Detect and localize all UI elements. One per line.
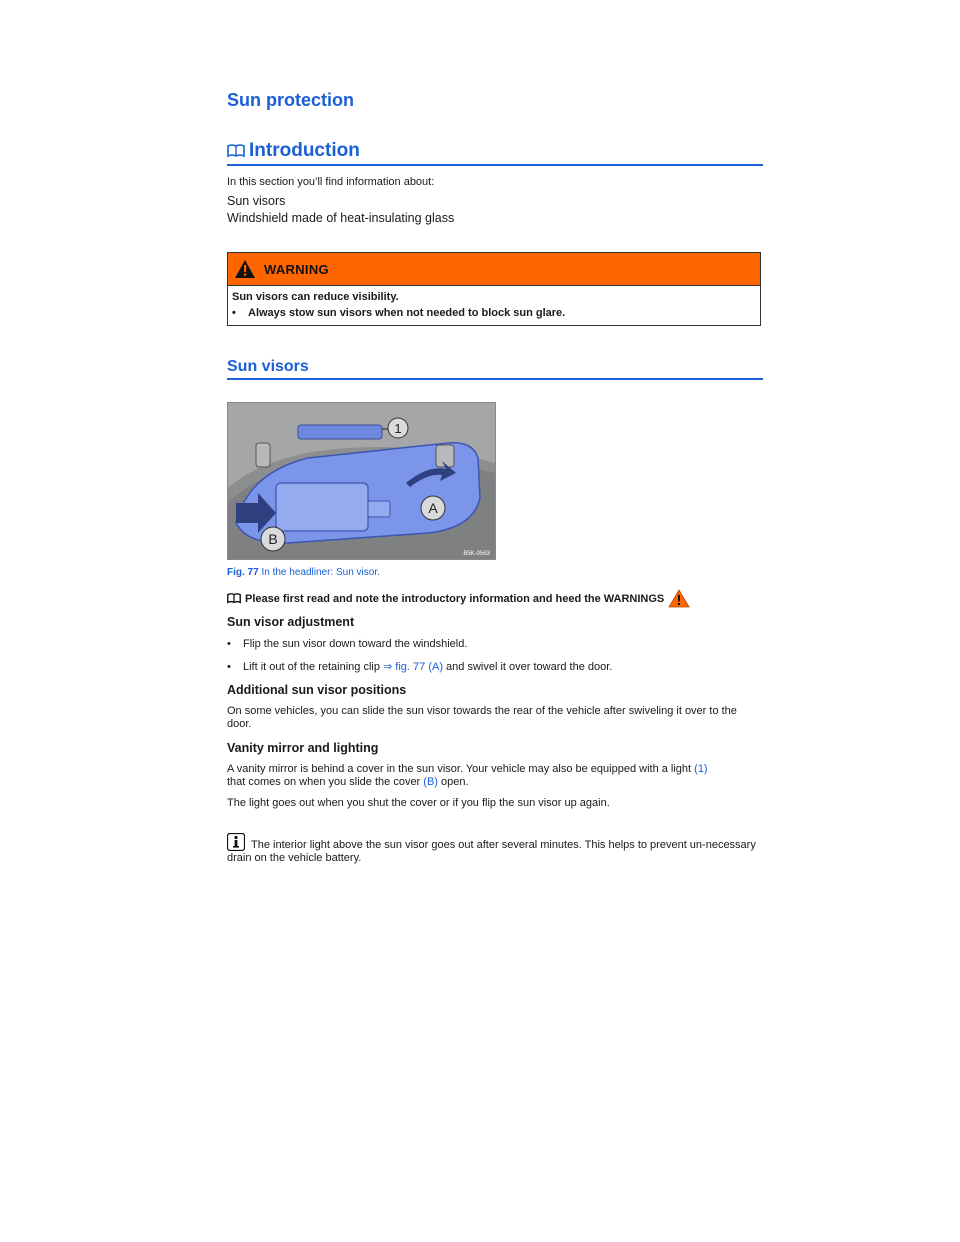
info-icon	[227, 833, 245, 851]
text-run: that comes on when you slide the cover	[227, 776, 424, 788]
vanity-paragraph	[227, 763, 757, 789]
additional-text: On some vehicles, you can slide the sun visor towards the rear of the vehicle after swiveling it over to the door.	[227, 705, 737, 730]
intro-heading	[227, 140, 763, 166]
read-note-text: Please first read and note the introductory information and heed the WARNINGS	[245, 592, 665, 605]
figure-caption-text: In the headliner: Sun visor.	[261, 567, 380, 578]
list-item	[227, 638, 612, 651]
callout-1: 1	[394, 421, 402, 436]
intro-heading-text: Introduction	[249, 140, 360, 161]
vanity-paragraph: The light goes out when you shut the cover or if you flip the sun visor up again.	[227, 797, 610, 809]
callout-link-1[interactable]: (1)	[694, 763, 708, 775]
figure-caption	[227, 567, 380, 578]
figure-number: Fig. 77	[227, 567, 259, 578]
warning-bullet-text: Always stow sun visors when not needed to block sun glare.	[248, 307, 566, 319]
adjustment-list	[227, 638, 612, 674]
note	[227, 833, 757, 865]
intro-topic: Sun visors	[227, 194, 286, 208]
page-title: Sun protection	[227, 90, 354, 110]
intro-lead: In this section you’ll find information about:	[227, 176, 435, 188]
intro-topic-list	[227, 193, 454, 227]
text-run: Lift it out of the retaining clip	[243, 661, 384, 673]
text-run: and swivel it over toward the door.	[443, 661, 613, 673]
figure-link[interactable]: ⇒ fig. 77 (A)	[383, 661, 443, 673]
book-icon	[227, 593, 241, 604]
additional-heading: Additional sun visor positions	[227, 683, 407, 697]
sun-visor-illustration	[228, 403, 495, 559]
list-item	[227, 661, 612, 674]
callout-b: B	[268, 531, 278, 547]
callout-link-b[interactable]: (B)	[423, 776, 438, 788]
text-run: A vanity mirror is behind a cover in the sun visor. Your vehicle may also be equipped with a light	[227, 763, 695, 775]
callout-a: A	[428, 500, 438, 516]
list-item-text: Flip the sun visor down toward the windshield.	[243, 638, 468, 650]
bullet-icon: •	[227, 661, 231, 673]
note-text: The interior light above the sun visor goes out after several minutes. This helps to prevent un-necessary drain on the vehicle battery.	[227, 839, 756, 864]
warning-lead: Sun visors can reduce visibility.	[232, 291, 399, 303]
text-run: open.	[437, 776, 469, 788]
read-note	[227, 589, 690, 608]
book-icon	[227, 144, 245, 158]
figure-code: B5K-0563	[463, 551, 490, 557]
bullet-icon: •	[227, 638, 231, 650]
warning-triangle-icon	[234, 259, 256, 279]
bullet-icon: •	[232, 307, 236, 319]
sun-visors-heading: Sun visors	[227, 358, 763, 380]
warning-triangle-icon	[668, 589, 690, 608]
list-item-text	[243, 661, 612, 674]
vanity-heading: Vanity mirror and lighting	[227, 741, 379, 755]
warning-bullet	[232, 305, 756, 321]
warning-box	[227, 252, 761, 326]
warning-body	[228, 286, 760, 325]
sun-visor-figure	[227, 402, 496, 560]
warning-header	[228, 253, 760, 286]
intro-topic: Windshield made of heat-insulating glass	[227, 211, 455, 225]
adjustment-heading: Sun visor adjustment	[227, 615, 355, 629]
vanity-text	[227, 763, 757, 810]
warning-label: WARNING	[264, 261, 329, 277]
